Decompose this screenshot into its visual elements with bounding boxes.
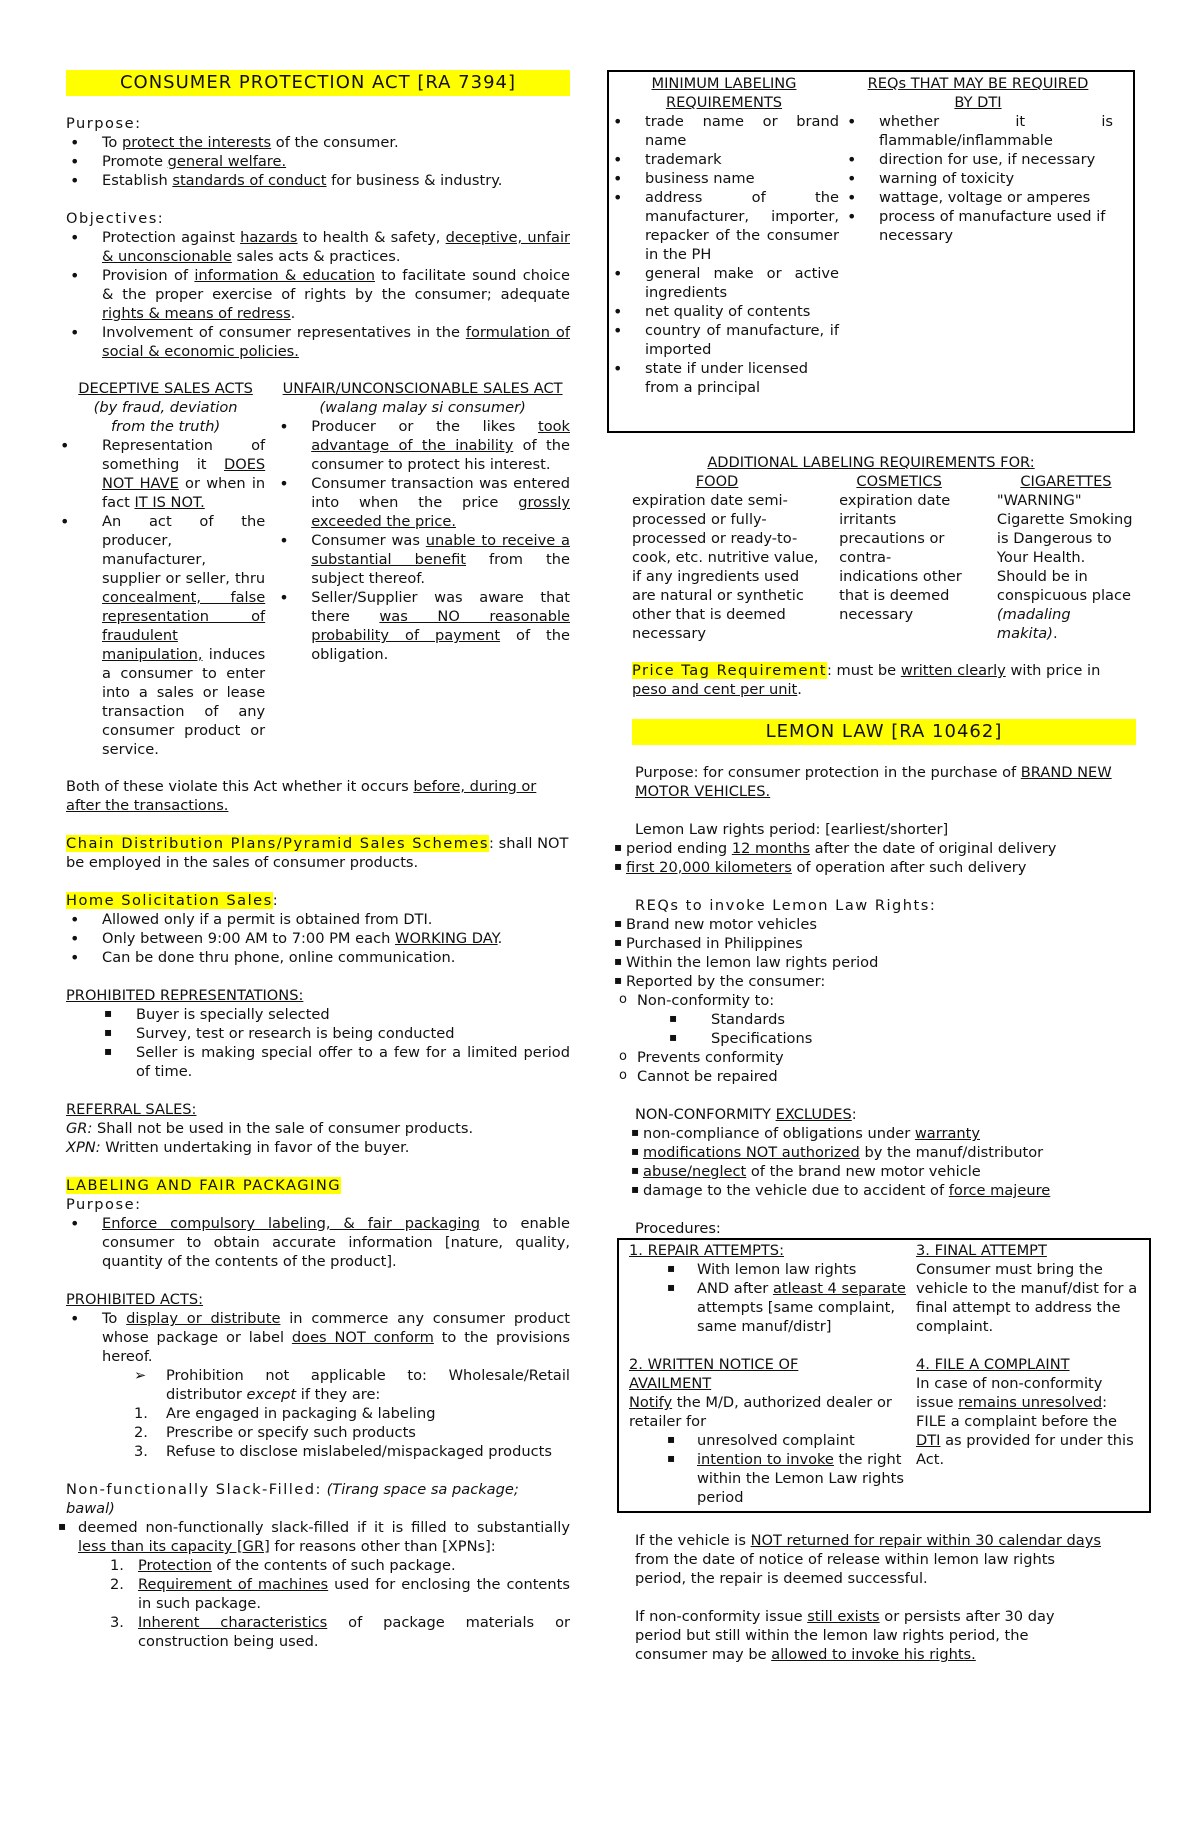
labeling-purpose-label: Purpose: [66,1196,142,1213]
prohibition-exception: ➢ Prohibition not applicable to: Wholesale/Retail distributor except if they are: [66,1366,570,1404]
prohibited-rep-item: ▪ Seller is making special offer to a few for a limited period of time. [66,1043,570,1081]
min-label-item: • net quality of contents [609,302,839,321]
procedure-heading: 2. WRITTEN NOTICE OF AVAILMENT [629,1356,799,1392]
dti-req-item: • wattage, voltage or amperes [843,188,1113,207]
purpose-list [66,133,570,190]
file-complaint-text: In case of non-conformity issue remains unresolved: FILE a complaint before the DTI as provided for under this Act. [916,1375,1134,1468]
lemon-law-title: LEMON LAW [RA 10462] [632,719,1136,745]
exception-condition: 1. Are engaged in packaging & labeling [134,1405,436,1422]
objectives-label: Objectives: [66,210,165,227]
unfair-subtitle: (walang malay si consumer) [319,399,526,416]
reported-sub-item: o Cannot be repaired [607,1067,1135,1086]
unfair-item: • Seller/Supplier was aware that there was NO reasonable probability of payment of the obligation. [275,588,570,664]
excludes-item: ▪ modifications NOT authorized by the manuf/distributor [629,1143,1135,1162]
written-notice-text: Notify the M/D, authorized dealer or retailer for [629,1394,892,1430]
prohibition-exception-list [66,1366,570,1404]
nonconformity-excludes-list [607,1124,1135,1200]
dti-requirements-block [843,74,1113,431]
procedures-row-1 [629,1241,1143,1336]
min-label-item: • business name [609,169,839,188]
lemon-law-body [607,763,1135,839]
home-solicitation-label: Home Solicitation Sales: [66,892,278,909]
reported-sub-list [607,991,1135,1010]
repair-item: ▪ With lemon law rights [629,1260,916,1279]
procedure-heading: 4. FILE A COMPLAINT [916,1356,1070,1373]
reqs-invoke-list [607,915,1135,991]
food-heading: FOOD [695,473,739,490]
lemon-purpose: Purpose: for consumer protection in the purchase of BRAND NEW MOTOR VEHICLES. [635,764,1112,800]
cigarettes-requirements: "WARNING" Cigarette Smoking is Dangerous to Your Health. Should be in conspicuous place (madaling makita). [996,492,1133,642]
cosmetics-requirements: expiration date irritants precautions or contra-indications other that is deemed necessary [839,492,962,623]
dti-req-item: • direction for use, if necessary [843,150,1113,169]
slack-filled-item: ▪ deemed non-functionally slack-filled if it is filled to substantially less than its capacity [GR] for reasons other than [XPNs]: [58,1518,570,1556]
written-notice-item: ▪ intention to invoke the right within the Lemon Law rights period [629,1450,916,1507]
price-tag-requirement: Price Tag Requirement: must be written clearly with price in peso and cent per unit. [632,662,1101,698]
procedure-file-complaint [916,1355,1141,1507]
chain-distribution-text: Chain Distribution Plans/Pyramid Sales Schemes: shall NOT be employed in the sales of consumer products. [66,835,569,871]
slack-exception: 1. Protection of the contents of such package. [110,1557,456,1574]
procedures-box [617,1238,1151,1513]
min-label-item: • trademark [609,150,839,169]
cosmetics-heading: COSMETICS [856,473,942,490]
deceptive-heading: DECEPTIVE SALES ACTS [78,380,253,397]
objective-item: • Protection against hazards to health & safety, deceptive, unfair & unconscionable sales acts & practices. [66,228,570,266]
procedure-repair-attempts [629,1241,916,1336]
nonconformity-to-item: ▪ Standards [607,1010,1135,1029]
procedures-label: Procedures: [635,1220,721,1237]
rights-period-list [607,839,1135,877]
home-item: • Only between 9:00 AM to 7:00 PM each WORKING DAY. [66,929,570,948]
unfair-item: • Consumer transaction was entered into when the price grossly exceeded the price. [275,474,570,531]
labeling-heading: LABELING AND FAIR PACKAGING [66,1177,342,1194]
nonconformity-excludes-label: NON-CONFORMITY EXCLUDES: [635,1106,857,1123]
purpose-label: Purpose: [66,115,142,132]
dti-req-item: • process of manufacture used if necessary [843,207,1113,245]
exception-condition: 3. Refuse to disclose mislabeled/mispackaged products [134,1443,552,1460]
procedures-row-2 [629,1355,1143,1507]
reported-sub-item: o Prevents conformity [607,1048,1135,1067]
unfair-item: • Producer or the likes took advantage of the inability of the consumer to protect his interest. [275,417,570,474]
rights-period-item: ▪ first 20,000 kilometers of operation after such delivery [612,858,1135,877]
food-block [632,472,839,643]
reqs-invoke-item: ▪ Within the lemon law rights period [612,953,1135,972]
reported-sub-item: o Non-conformity to: [607,991,1135,1010]
min-label-item: • address of the manufacturer, importer, repacker of the consumer in the PH [609,188,839,264]
reqs-invoke-item: ▪ Purchased in Philippines [612,934,1135,953]
reqs-invoke-label: REQs to invoke Lemon Law Rights: [635,897,937,914]
min-label-item: • country of manufacture, if imported [609,321,839,359]
minimum-labeling-block [609,74,839,431]
objective-item: • Provision of information & education to facilitate sound choice & the proper exercise of rights by the consumer; adequate rights & means of redress. [66,266,570,323]
prohibited-representations-list [66,1005,570,1081]
unfair-item: • Consumer was unable to receive a substantial benefit from the subject thereof. [275,531,570,588]
exception-condition: 2. Prescribe or specify such products [134,1424,416,1441]
min-label-item: • general make or active ingredients [609,264,839,302]
slack-filled-list [58,1518,570,1556]
deceptive-item: • An act of the producer, manufacturer, supplier or seller, thru concealment, false representation of fraudulent manipulation, induces a consumer to enter into a sales or lease transaction of any consumer product or service. [56,512,265,759]
excludes-item: ▪ damage to the vehicle due to accident of force majeure [629,1181,1135,1200]
home-item: • Allowed only if a permit is obtained from DTI. [66,910,570,929]
labeling-purpose-item: • Enforce compulsory labeling, & fair packaging to enable consumer to obtain accurate information [nature, quality, quantity of the contents of the product]. [66,1214,570,1271]
prohibited-rep-item: ▪ Survey, test or research is being conducted [66,1024,570,1043]
nonconformity-to-item: ▪ Specifications [607,1029,1135,1048]
slack-filled-label: Non-functionally Slack-Filled: (Tirang space sa package; bawal) [66,1481,519,1517]
additional-labeling-heading: ADDITIONAL LABELING REQUIREMENTS FOR: [707,454,1035,471]
excludes-item: ▪ abuse/neglect of the brand new motor vehicle [629,1162,1135,1181]
written-notice-item: ▪ unresolved complaint [629,1431,916,1450]
dti-requirements-list [843,112,1113,245]
not-returned-note: If the vehicle is NOT returned for repair within 30 calendar days from the date of notice of release within lemon law rights period, the repair is deemed successful. [635,1532,1101,1587]
exception-conditions-list [66,1404,570,1461]
unfair-list [275,417,570,664]
both-violate-text: Both of these violate this Act whether it occurs before, during or after the transactions. [66,778,537,814]
sales-acts-columns [66,379,570,759]
labeling-requirements-box [607,70,1135,433]
purpose-item: • To protect the interests of the consumer. [66,133,570,152]
deceptive-list [56,436,265,759]
slack-exception: 2. Requirement of machines used for enclosing the contents in such package. [110,1576,570,1612]
reported-sub-list-2 [607,1048,1135,1086]
cigarettes-block [997,472,1135,643]
rights-period-item: ▪ period ending 12 months after the date of original delivery [612,839,1135,858]
nonconformity-to-list [607,1010,1135,1048]
repair-attempts-list [629,1260,916,1336]
prohibited-act-item: • To display or distribute in commerce any consumer product whose package or label does NOT conform to the provisions hereof. [66,1309,570,1366]
deceptive-sales-block [66,379,265,759]
prohibited-representations-heading: PROHIBITED REPRESENTATIONS: [66,987,304,1004]
excludes-item: ▪ non-compliance of obligations under warranty [629,1124,1135,1143]
cosmetics-block [839,472,997,643]
reqs-invoke-item: ▪ Reported by the consumer: [612,972,1135,991]
dti-req-item: • whether it is flammable/inflammable [843,112,1113,150]
unfair-sales-block [275,379,570,759]
unfair-heading: UNFAIR/UNCONSCIONABLE SALES ACT [282,380,563,397]
dti-requirements-heading: REQs THAT MAY BE REQUIRED BY DTI [867,75,1089,111]
slack-exceptions-list [66,1556,570,1651]
written-notice-list [629,1431,916,1507]
home-item: • Can be done thru phone, online communication. [66,948,570,967]
prohibited-acts-list [66,1309,570,1366]
prohibited-rep-item: ▪ Buyer is specially selected [66,1005,570,1024]
dti-req-item: • warning of toxicity [843,169,1113,188]
still-exists-note: If non-conformity issue still exists or persists after 30 day period but still within the lemon law rights period, the consumer may be allowed to invoke his rights. [635,1608,1055,1663]
objectives-list [66,228,570,361]
prohibited-acts-heading: PROHIBITED ACTS: [66,1291,204,1308]
slack-exception: 3. Inherent characteristics of package materials or construction being used. [110,1614,570,1650]
minimum-labeling-list [609,112,839,397]
right-column [607,70,1138,1664]
cigarettes-heading: CIGARETTES [1020,473,1112,490]
purpose-item: • Establish standards of conduct for business & industry. [66,171,570,190]
referral-xpn: XPN: Written undertaking in favor of the buyer. [66,1139,410,1156]
repair-item: ▪ AND after atleast 4 separate attempts [same complaint, same manuf/distr] [629,1279,916,1336]
deceptive-item: • Representation of something it DOES NOT HAVE or when in fact IT IS NOT. [56,436,265,512]
procedure-written-notice [629,1355,916,1507]
objective-item: • Involvement of consumer representatives in the formulation of social & economic policies. [66,323,570,361]
purpose-item: • Promote general welfare. [66,152,570,171]
referral-sales-heading: REFERRAL SALES: [66,1101,197,1118]
referral-gr: GR: Shall not be used in the sale of consumer products. [66,1120,474,1137]
procedure-final-attempt [916,1241,1141,1336]
consumer-protection-title: CONSUMER PROTECTION ACT [RA 7394] [66,70,570,96]
additional-labeling-columns [607,472,1135,643]
final-attempt-text: Consumer must bring the vehicle to the manuf/dist for a final attempt to address the complaint. [916,1261,1138,1335]
food-requirements: expiration date semi-processed or fully-processed or ready-to-cook, etc. nutritive value, if any ingredients used are natural or synthetic other that is deemed necessary [632,492,819,642]
procedure-heading: 1. REPAIR ATTEMPTS: [629,1242,784,1259]
home-solicitation-list [66,910,570,967]
min-label-item: • trade name or brand name [609,112,839,150]
rights-period-label: Lemon Law rights period: [earliest/shorter] [635,821,949,838]
labeling-purpose-list [66,1214,570,1271]
reqs-invoke-item: ▪ Brand new motor vehicles [612,915,1135,934]
deceptive-subtitle: (by fraud, deviation from the truth) [93,399,238,435]
minimum-labeling-heading: MINIMUM LABELING REQUIREMENTS [651,75,797,111]
procedure-heading: 3. FINAL ATTEMPT [916,1242,1047,1259]
min-label-item: • state if under licensed from a principal [609,359,839,397]
left-column [66,70,570,1651]
